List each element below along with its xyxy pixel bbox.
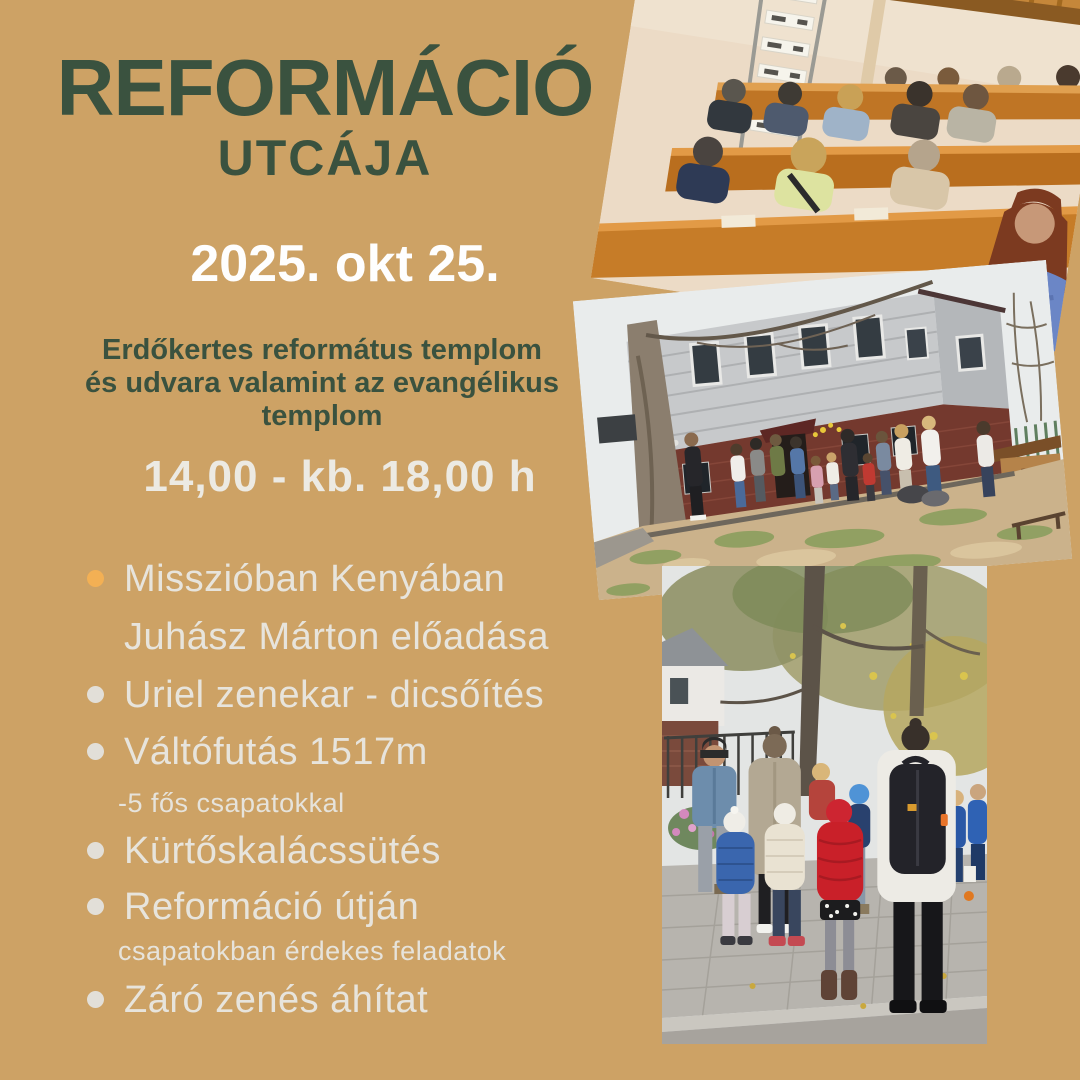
event-date: 2025. okt 25.	[190, 235, 500, 293]
program-item-label: Misszióban Kenyában	[124, 558, 506, 600]
program-item-continued	[124, 616, 549, 659]
program-item	[124, 674, 544, 717]
bullet-icon	[87, 898, 104, 915]
bullet-icon	[87, 686, 104, 703]
program-item-label: Reformáció útján	[124, 886, 420, 928]
program-item-note	[118, 936, 506, 967]
program-item	[124, 979, 428, 1022]
page-title: REFORMÁCIÓ	[56, 43, 594, 132]
program-item	[124, 731, 428, 774]
program-item	[124, 558, 505, 601]
program-item	[124, 886, 419, 929]
bullet-icon	[87, 842, 104, 859]
bullet-icon	[87, 991, 104, 1008]
program-item	[124, 830, 441, 873]
event-time: 14,00 - kb. 18,00 h	[143, 452, 537, 501]
program-item-label: Záró zenés áhítat	[124, 979, 429, 1021]
program-item-label: Uriel zenekar - dicsőítés	[124, 674, 545, 716]
event-location-line: Erdőkertes református templom	[102, 334, 542, 366]
program-item-note-label: csapatokban érdekes feladatok	[118, 936, 507, 966]
program-item-label: Kürtőskalácssütés	[124, 830, 441, 872]
program-item-note	[118, 788, 345, 819]
program-item-note-label: -5 fős csapatokkal	[118, 788, 345, 818]
bullet-accent-icon	[87, 570, 104, 587]
event-location-line: és udvara valamint az evangélikus	[85, 367, 559, 399]
program-item-label: Juhász Márton előadása	[124, 616, 550, 658]
photo-street-walk	[662, 566, 987, 1044]
program-item-label: Váltófutás 1517m	[124, 731, 428, 773]
bullet-icon	[87, 743, 104, 760]
event-location-line: templom	[261, 400, 383, 432]
page-subtitle: UTCÁJA	[217, 130, 433, 186]
street-walk-illustration	[662, 566, 987, 1044]
